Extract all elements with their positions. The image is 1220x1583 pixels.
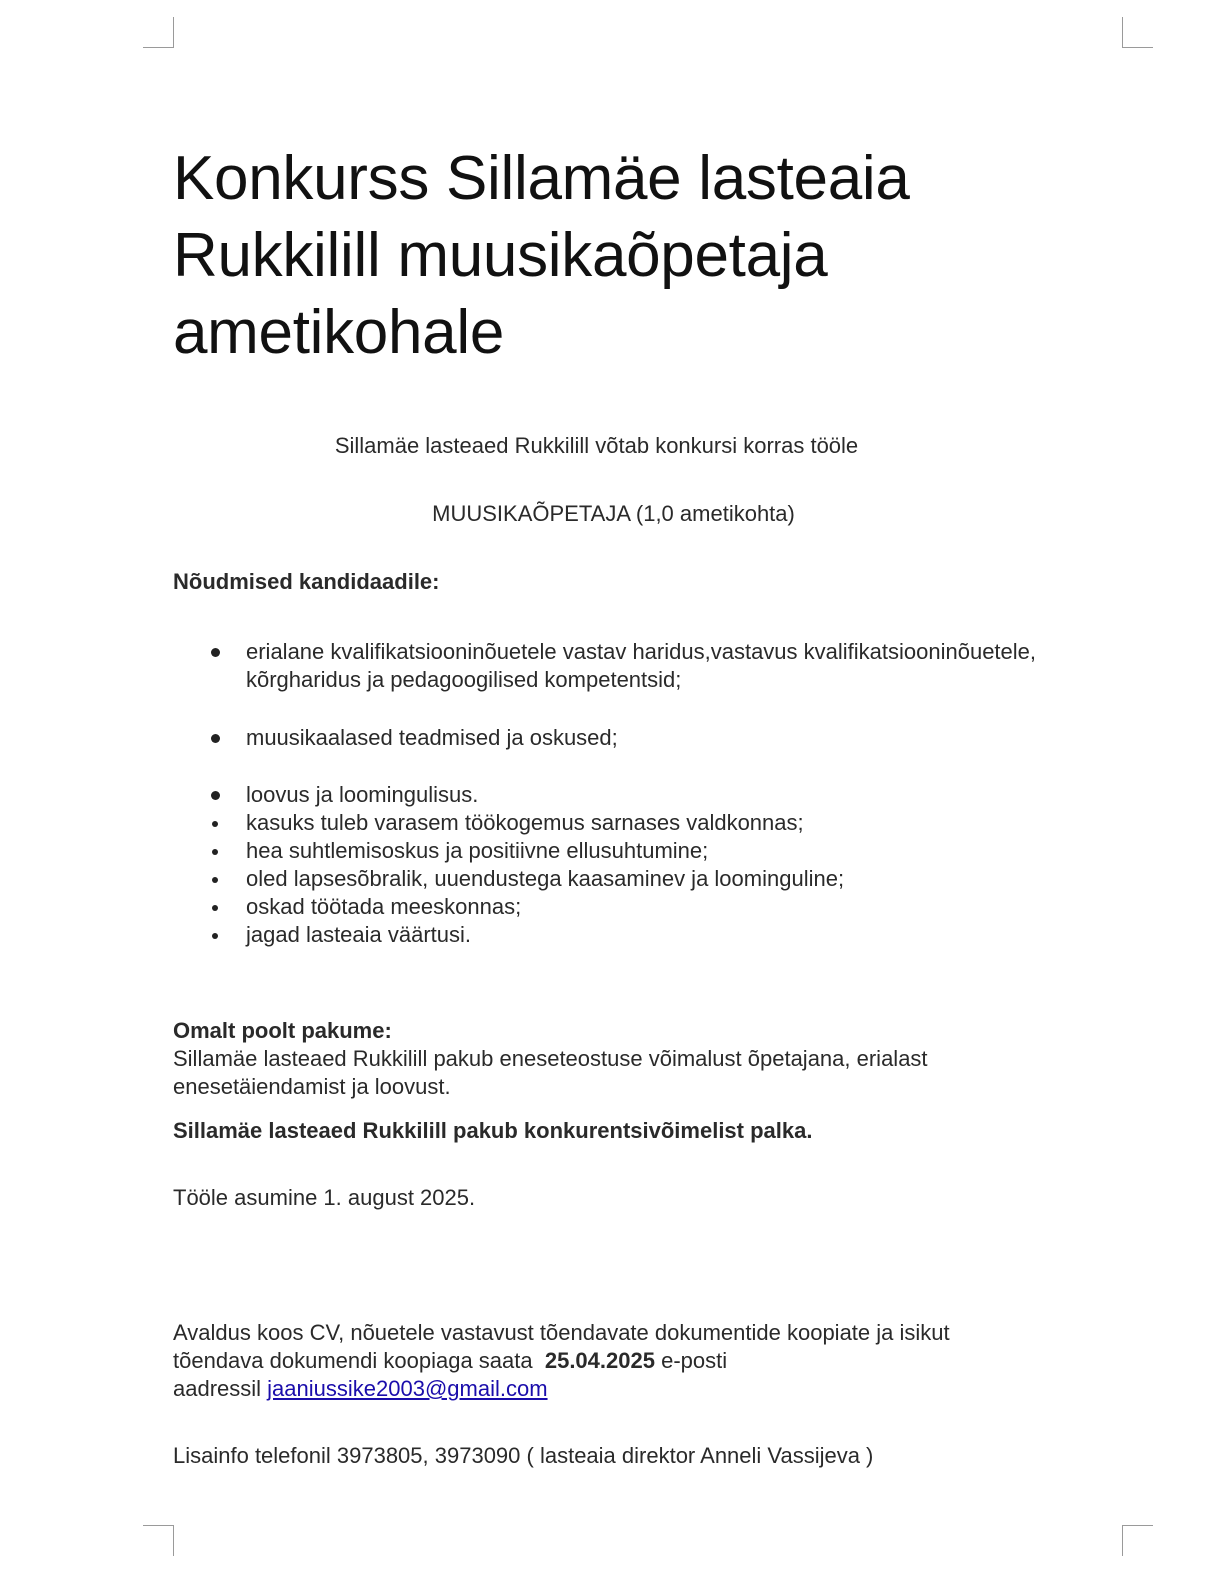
bullet-icon bbox=[212, 849, 218, 855]
bullet-icon bbox=[212, 877, 218, 883]
requirements-list-spaced bbox=[173, 638, 1133, 782]
application-send-text: tõendava dokumendi koopiaga saata bbox=[173, 1348, 533, 1373]
application-line-3 bbox=[173, 1375, 1073, 1403]
intro-line: Sillamäe lasteaed Rukkilill võtab konkursi korras tööle bbox=[334, 433, 859, 458]
application-email-label: e-posti bbox=[661, 1348, 728, 1373]
list-item-text: loovus ja loomingulisus. bbox=[246, 782, 479, 807]
bullet-icon bbox=[212, 821, 218, 827]
page-corner-mark-bottom-right bbox=[1122, 1525, 1153, 1556]
requirements-list-compact bbox=[173, 781, 1133, 949]
list-item-text: hea suhtlemisoskus ja positiivne ellusuhtumine; bbox=[246, 838, 709, 863]
requirements-heading: Nõudmised kandidaadile: bbox=[173, 569, 440, 594]
bullet-icon bbox=[211, 791, 220, 800]
bullet-icon bbox=[211, 648, 220, 657]
page-corner-mark-bottom-left bbox=[143, 1525, 174, 1556]
document-title: Konkurss Sillamäe lasteaia Rukkilill muusikaõpetaja ametikohale bbox=[173, 144, 910, 367]
offer-text: Sillamäe lasteaed Rukkilill pakub eneseteostuse võimalust õpetajana, erialast enesetäiendamist ja loovust. bbox=[173, 1046, 928, 1099]
list-item bbox=[173, 893, 1133, 921]
list-item-text: kasuks tuleb varasem töökogemus sarnases valdkonnas; bbox=[246, 810, 804, 835]
list-item bbox=[173, 865, 1133, 893]
list-item-text: jagad lasteaia väärtusi. bbox=[246, 922, 472, 947]
list-item bbox=[173, 781, 1133, 809]
application-deadline: 25.04.2025 bbox=[544, 1348, 655, 1373]
list-item bbox=[173, 837, 1133, 865]
list-item bbox=[173, 921, 1133, 949]
position-line: MUUSIKAÕPETAJA (1,0 ametikohta) bbox=[432, 501, 795, 526]
bullet-icon bbox=[212, 905, 218, 911]
list-item-text: oskad töötada meeskonnas; bbox=[246, 894, 522, 919]
bullet-icon bbox=[212, 933, 218, 939]
application-line-1: Avaldus koos CV, nõuetele vastavust tõendavate dokumentide koopiate ja isikut bbox=[173, 1320, 950, 1345]
page-corner-mark-top-right bbox=[1122, 17, 1153, 48]
page-corner-mark-top-left bbox=[143, 17, 174, 48]
email-link[interactable]: jaaniussike2003@gmail.com bbox=[267, 1376, 548, 1401]
start-date-text: Tööle asumine 1. august 2025. bbox=[173, 1185, 476, 1210]
contact-info: Lisainfo telefonil 3973805, 3973090 ( lasteaia direktor Anneli Vassijeva ) bbox=[173, 1443, 874, 1468]
bullet-icon bbox=[211, 734, 220, 743]
application-paragraph bbox=[173, 1319, 1073, 1403]
list-item bbox=[173, 724, 1133, 752]
offer-heading: Omalt poolt pakume: bbox=[173, 1018, 392, 1043]
list-item bbox=[173, 638, 1133, 694]
salary-text: Sillamäe lasteaed Rukkilill pakub konkurentsivõimelist palka. bbox=[173, 1118, 813, 1143]
list-item-text: oled lapsesõbralik, uuendustega kaasaminev ja loominguline; bbox=[246, 866, 845, 891]
application-address-label: aadressil bbox=[173, 1376, 262, 1401]
list-item-text: erialane kvalifikatsiooninõuetele vastav haridus,vastavus kvalifikatsiooninõuetele, kõrgharidus ja pedagoogilised kompetentsid; bbox=[246, 639, 1037, 692]
list-item-text: muusikaalased teadmised ja oskused; bbox=[246, 725, 618, 750]
list-item bbox=[173, 809, 1133, 837]
application-line-2 bbox=[173, 1347, 1073, 1375]
